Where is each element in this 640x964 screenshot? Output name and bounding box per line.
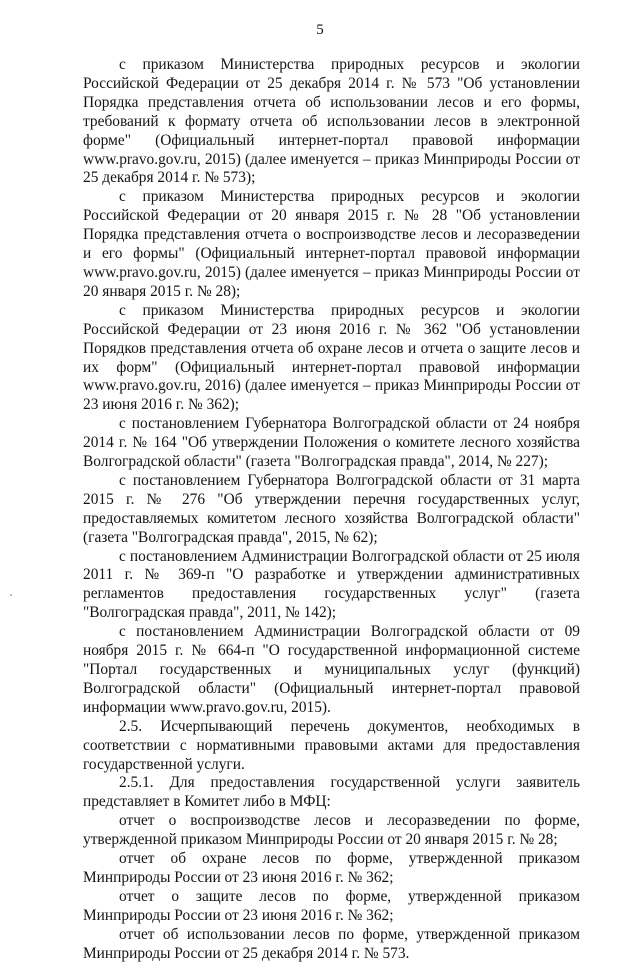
paragraph-section-2-5-1: 2.5.1. Для предоставления государственной услуги заявитель представляет в Комитет либо в МФЦ: — [83, 774, 580, 811]
paragraph-order-28: с приказом Министерства природных ресурсов и экологии Российской Федерации от 20 января 2015 г. № 28 "Об установлении Порядка представления отчета о воспроизводстве лесов и лесоразведении и его формы" (Официальный интернет-портал правовой информации www.pravo.gov.ru, 2015) (далее именуется – приказ Минприроды России от 20 января 2015 г. № 28); — [83, 188, 580, 300]
document-body — [83, 56, 580, 964]
list-item-forest-use-report: отчет об использовании лесов по форме, утвержденной приказом Минприроды России от 25 декабря 2014 г. № 573. — [83, 925, 580, 962]
paragraph-order-362: с приказом Министерства природных ресурсов и экологии Российской Федерации от 23 июня 2016 г. № 362 "Об установлении Порядков представления отчета об охране лесов и отчета о защите лесов и их форм" (Официальный интернет-портал правовой информации www.pravo.gov.ru, 2016) (далее именуется – приказ Минприроды России от 23 июня 2016 г. № 362); — [83, 301, 580, 414]
list-item-forest-guard-report: отчет об охране лесов по форме, утвержденной приказом Минприроды России от 23 июня 2016 г. № 362; — [83, 850, 580, 886]
paragraph-order-573: с приказом Министерства природных ресурсов и экологии Российской Федерации от 25 декабря 2014 г. № 573 "Об установлении Порядка представления отчета об использовании лесов и его формы, требований к формату отчета об использовании лесов в электронной форме" (Официальный интернет-портал правовой информации www.pravo.gov.ru, 2015) (далее именуется – приказ Минприроды России от 25 декабря 2014 г. № 573); — [83, 56, 580, 187]
scan-speck — [10, 594, 12, 596]
paragraph-governor-164: с постановлением Губернатора Волгоградской области от 24 ноября 2014 г. № 164 "Об утверждении Положения о комитете лесного хозяйства Волгоградской области" (газета "Волгоградская правда", 2014, № 227); — [83, 415, 580, 471]
list-item-reforestation-report: отчет о воспроизводстве лесов и лесоразведении по форме, утвержденной приказом Минприроды России от 20 января 2015 г. № 28; — [83, 812, 580, 849]
paragraph-administration-664: с постановлением Администрации Волгоградской области от 09 ноября 2015 г. № 664-п "О государственной информационной системе "Портал государственных и муниципальных услуг (функций) Волгоградской области" (Официальный интернет-портал правовой информации www.pravo.gov.ru, 2015). — [83, 623, 580, 716]
page-number: 5 — [316, 22, 324, 38]
paragraph-section-2-5: 2.5. Исчерпывающий перечень документов, необходимых в соответствии с нормативными правовыми актами для предоставления государственной услуги. — [83, 717, 580, 773]
paragraph-administration-369: с постановлением Администрации Волгоградской области от 25 июля 2011 г. № 369-п "О разработке и утверждении административных регламентов предоставления государственных услуг" (газета "Волгоградская правда", 2011, № 142); — [83, 547, 580, 622]
list-item-forest-protection-report: отчет о защите лесов по форме, утвержденной приказом Минприроды России от 23 июня 2016 г. № 362; — [83, 887, 580, 924]
paragraph-governor-276: с постановлением Губернатора Волгоградской области от 31 марта 2015 г. № 276 "Об утверждении перечня государственных услуг, предоставляемых комитетом лесного хозяйства Волгоградской области" (газета "Волгоградская правда", 2015, № 62); — [83, 471, 580, 546]
